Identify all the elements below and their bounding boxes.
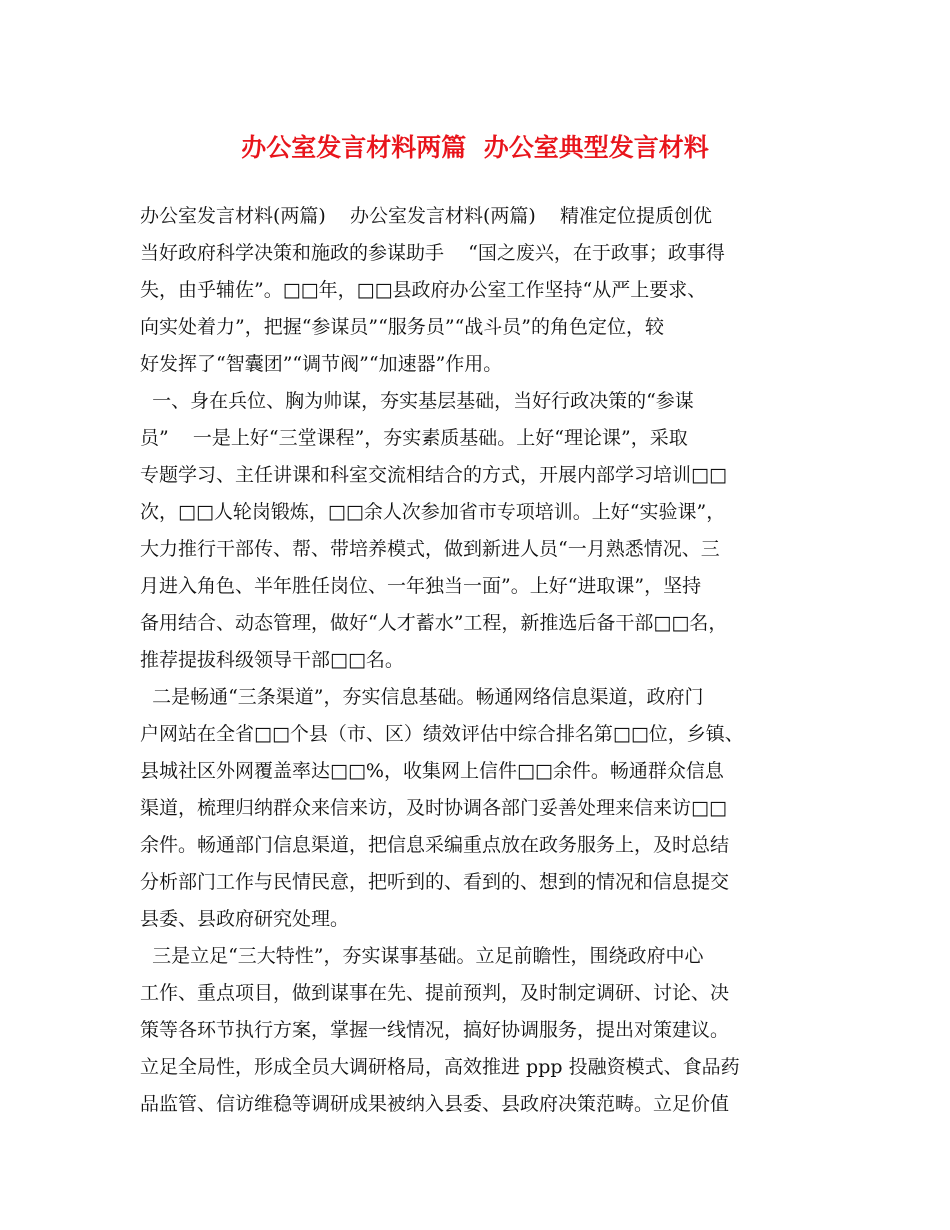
body-line: 策等各环节执行方案，掌握一线情况，搞好协调服务，提出对策建议。 [140,1019,730,1041]
body-line: 大力推行干部传、帮、带培养模式，做到新进人员“一月熟悉情况、三 [140,538,720,560]
body-line: 工作、重点项目，做到谋事在先、提前预判，及时制定调研、讨论、决 [140,982,730,1004]
body-line: 员” 一是上好“三堂课程”，夯实素质基础。上好“理论课”，采取 [140,427,688,449]
body-line: 分析部门工作与民情民意，把听到的、看到的、想到的情况和信息提交 [140,871,730,893]
body-line: 余件。畅通部门信息渠道，把信息采编重点放在政务服务上，及时总结 [140,834,730,856]
body-line: 品监管、信访维稳等调研成果被纳入县委、县政府决策范畴。立足价值 [140,1093,730,1115]
body-line: 当好政府科学决策和施政的参谋助手 “国之废兴，在于政事；政事得 [140,242,725,264]
body-line: 推荐提拔科级领导干部□□名。 [140,649,404,671]
body-line: 一、身在兵位、胸为帅谋，夯实基层基础，当好行政决策的“参谋 [140,390,694,412]
body-line: 月进入角色、半年胜任岗位、一年独当一面”。上好“进取课”，坚持 [140,575,702,597]
body-line: 渠道，梳理归纳群众来信来访，及时协调各部门妥善处理来信来访□□ [140,797,727,819]
body-line: 户网站在全省□□个县（市、区）绩效评估中综合排名第□□位，乡镇、 [140,723,744,745]
body-line: 向实处着力”，把握“参谋员”“服务员”“战斗员”的角色定位，较 [140,316,664,338]
body-line: 三是立足“三大特性”，夯实谋事基础。立足前瞻性，围绕政府中心 [140,945,704,967]
body-line: 办公室发言材料(两篇) 办公室发言材料(两篇) 精准定位提质创优 [140,205,712,227]
body-line: 立足全局性，形成全员大调研格局，高效推进 ppp 投融资模式、食品药 [140,1056,740,1078]
document-title: 办公室发言材料两篇 办公室典型发言材料 [241,133,709,162]
body-line: 失，由乎辅佐”。□□年，□□县政府办公室工作坚持“从严上要求、 [140,279,707,301]
body-line: 县城社区外网覆盖率达□□%，收集网上信件□□余件。畅通群众信息 [140,760,724,782]
body-line: 次，□□人轮岗锻炼，□□余人次参加省市专项培训。上好“实验课”， [140,501,726,523]
body-line: 好发挥了“智囊团”“调节阀”“加速器”作用。 [140,353,503,375]
body-line: 二是畅通“三条渠道”，夯实信息基础。畅通网络信息渠道，政府门 [140,686,704,708]
body-line: 县委、县政府研究处理。 [140,908,350,930]
body-line: 专题学习、主任讲课和科室交流相结合的方式，开展内部学习培训□□ [140,464,727,486]
body-line: 备用结合、动态管理，做好“人才蓄水”工程，新推选后备干部□□名， [140,612,728,634]
document-body [140,198,820,1123]
